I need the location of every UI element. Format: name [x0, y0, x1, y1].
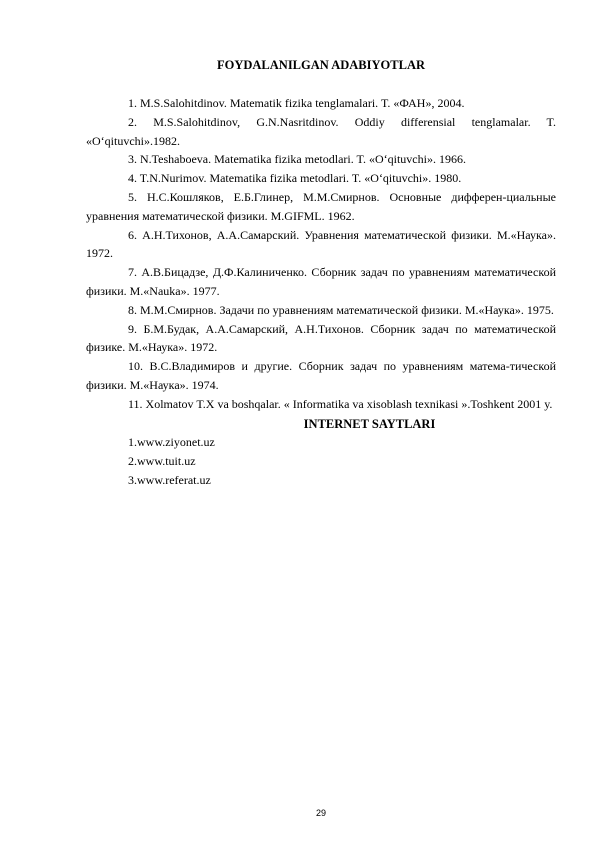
page-number: 29	[315, 808, 326, 818]
reference-item: 11. Xolmatov T.X va boshqalar. « Informatika va xisoblash texnikasi ».Toshkent 2001 y.	[128, 396, 553, 411]
reference-item: 2. M.S.Salohitdinov, G.N.Nasritdinov. Oddiy differensial tenglamalar. T. «O‘qituvchi».1982.	[86, 114, 556, 148]
reference-item: 8. М.М.Смирнов. Задачи по уравнениям математической физики. М.«Наука». 1975.	[128, 302, 554, 317]
website-link[interactable]: 3.www.referat.uz	[128, 472, 211, 487]
reference-item: 10. В.С.Владимиров и другие. Сборник задач по уравнениям матема-тической физики. М.«Наука». 1974.	[86, 359, 556, 392]
website-link[interactable]: 1.www.ziyonet.uz	[128, 435, 215, 450]
reference-item: 9. Б.М.Будак, А.А.Самарский, А.Н.Тихонов. Сборник задач по математической физике. М.«Наука». 1972.	[86, 321, 556, 355]
reference-list	[86, 94, 556, 414]
reference-item: 1. M.S.Salohitdinov. Matematik fizika tenglamalari. T. «ФАН», 2004.	[128, 96, 465, 110]
reference-item: 3. N.Teshaboeva. Matematika fizika metodlari. T. «O‘qituvchi». 1966.	[128, 152, 466, 167]
page-title: FOYDALANILGAN ADABIYOTLAR	[216, 58, 425, 72]
website-list	[86, 433, 556, 489]
reference-item: 6. А.Н.Тихонов, А.А.Самарский. Уравнения математической физики. М.«Наука». 1972.	[86, 227, 556, 261]
internet-sites-heading: INTERNET SAYTLARI	[303, 416, 436, 431]
reference-item: 4. T.N.Nurimov. Matematika fizika metodlari. T. «O‘qituvchi». 1980.	[128, 171, 462, 186]
reference-item: 5. Н.С.Кошляков, Е.Б.Глинер, М.М.Смирнов. Основные дифферен-циальные уравнения математической физики. M.GIFML. 1962.	[86, 189, 556, 223]
reference-item: 7. А.В.Бицадзе, Д.Ф.Калиниченко. Сборник задач по уравнениям математической физики. M.«Nauka». 1977.	[86, 265, 556, 298]
document-page	[86, 56, 556, 490]
website-link[interactable]: 2.www.tuit.uz	[128, 454, 196, 469]
